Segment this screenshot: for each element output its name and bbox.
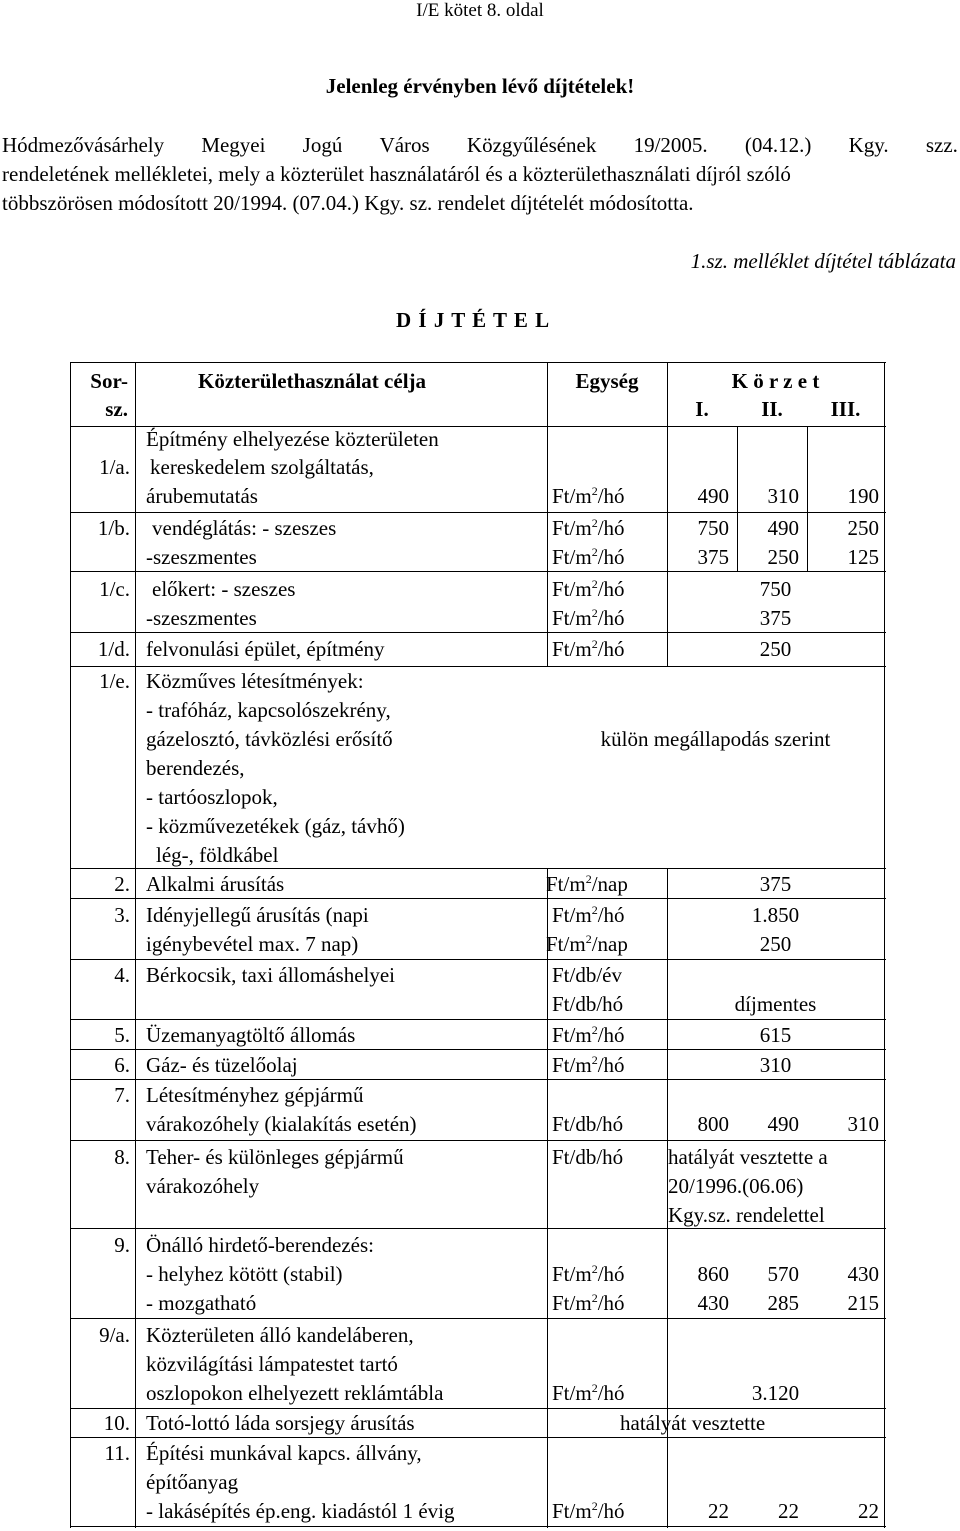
row-label: várakozóhely [146, 1174, 260, 1198]
value-district-2: 285 [767, 1291, 799, 1315]
row-note: külön megállapodás szerint [600, 727, 831, 751]
value-all-districts: 310 [759, 1053, 792, 1077]
row-number: 2. [114, 872, 130, 896]
intro-word: Kgy. [848, 133, 889, 157]
row-label: Üzemanyagtöltő állomás [146, 1023, 356, 1047]
unit-cell: $Ft/m^2/hó$ [552, 545, 625, 569]
row-number: 11. [104, 1441, 130, 1465]
page-label: I/E kötet 8. oldal [416, 0, 544, 21]
table-border-right [884, 362, 885, 1528]
intro-paragraph [2, 131, 958, 218]
value-all-districts: 1.850 [751, 903, 800, 927]
value-all-districts: díjmentes [734, 992, 817, 1016]
row-number: 7. [114, 1083, 130, 1107]
row-label: - közművezetékek (gáz, távhő) [146, 814, 405, 838]
row-label: gázelosztó, távközlési erősítő [146, 727, 393, 751]
row-label: - lakásépítés ép.eng. kiadástól 1 évig [146, 1499, 455, 1523]
value-all-districts: 250 [759, 932, 792, 956]
unit-cell: $Ft/m^2/hó$ [552, 577, 625, 601]
unit-cell: Ft/db/év [552, 963, 623, 987]
value-district-1: 750 [697, 516, 729, 540]
row-label: Közműves létesítmények: [146, 669, 364, 693]
header-sz: sz. [105, 397, 128, 421]
row-label: - helyhez kötött (stabil) [146, 1262, 343, 1286]
row-number: 8. [114, 1145, 130, 1169]
value-all-districts: 3.120 [751, 1381, 800, 1405]
header-district: K ö r z e t [731, 369, 820, 393]
intro-word: (04.12.) [744, 133, 812, 157]
col-divider-unit [547, 362, 548, 666]
row-label: -szeszmentes [146, 545, 257, 569]
value-district-1: 375 [697, 545, 729, 569]
unit-cell: $Ft/m^2/hó$ [552, 484, 625, 508]
intro-word: Közgyűlésének [466, 133, 597, 157]
row-label: Építési munkával kapcs. állvány, [146, 1441, 422, 1465]
row-label: oszlopokon elhelyezett reklámtábla [146, 1381, 444, 1405]
value-district-1: 800 [697, 1112, 729, 1136]
row-label: Alkalmi árusítás [146, 872, 285, 896]
header-district-2: II. [761, 397, 783, 421]
unit-cell: $Ft/m^2/hó$ [552, 1381, 625, 1405]
section-title: D Í J T É T E L [396, 308, 551, 332]
row-number: 9. [114, 1233, 130, 1257]
row-label: igénybevétel max. 7 nap) [146, 932, 359, 956]
value-district-3: 250 [847, 516, 879, 540]
row-label: Totó-lottó láda sorsjegy árusítás [146, 1411, 415, 1435]
row-number: 1/d. [97, 637, 130, 661]
table-border-top [70, 362, 886, 363]
row-number: 1/b. [97, 516, 130, 540]
row-number: 9/a. [99, 1323, 130, 1347]
row-number: 3. [114, 903, 130, 927]
unit-cell: $Ft/m^2/hó$ [552, 637, 625, 661]
unit-cell: $Ft/m^2/hó$ [552, 1053, 625, 1077]
unit-cell: Ft/db/hó [552, 992, 624, 1016]
row-label: Teher- és különleges gépjármű [146, 1145, 404, 1169]
intro-word: szz. [925, 133, 958, 157]
value-all-districts: 375 [759, 872, 792, 896]
row-number: 10. [103, 1411, 130, 1435]
unit-cell: $Ft/m^2/hó$ [552, 516, 625, 540]
col-divider-unit-lower [547, 868, 548, 1528]
unit-cell: $Ft/m^2/hó$ [552, 1023, 625, 1047]
value-district-1: 430 [697, 1291, 729, 1315]
value-all-districts: 750 [759, 577, 792, 601]
header-unit: Egység [575, 369, 639, 393]
row-note: hatályát vesztette [620, 1411, 766, 1435]
row-number: 4. [114, 963, 130, 987]
unit-cell: $Ft/m^2$/nap [546, 932, 628, 956]
row-label: -szeszmentes [146, 606, 257, 630]
unit-cell: Ft/db/hó [552, 1112, 624, 1136]
unit-cell: Ft/db/hó [552, 1145, 624, 1169]
row-label: kereskedelem szolgáltatás, [150, 455, 374, 479]
row-number: 1/c. [99, 577, 130, 601]
value-district-2: 250 [767, 545, 799, 569]
intro-line-1 [2, 131, 958, 160]
value-all-districts: 250 [759, 637, 792, 661]
value-district-1: 860 [697, 1262, 729, 1286]
row-label: Létesítményhez gépjármű [146, 1083, 364, 1107]
row-label: építőanyag [146, 1470, 239, 1494]
value-district-2: 490 [767, 516, 799, 540]
row-label: Építmény elhelyezése közterületen [146, 427, 439, 451]
unit-cell: $Ft/m^2/hó$ [552, 1291, 625, 1315]
intro-word: Város [379, 133, 430, 157]
value-district-2: 22 [778, 1499, 799, 1523]
value-district-3: 22 [858, 1499, 879, 1523]
value-district-2: 310 [767, 484, 799, 508]
page-title: Jelenleg érvényben lévő díjtételek! [325, 74, 635, 98]
unit-cell: $Ft/m^2$/nap [546, 872, 628, 896]
row-note: hatályát vesztette a [668, 1145, 828, 1169]
annex-label: 1.sz. melléklet díjtétel táblázata [690, 249, 956, 273]
header-purpose: Közterülethasználat célja [198, 369, 427, 393]
intro-line-3: többszörösen módosított 20/1994. (07.04.) Kgy. sz. rendelet díjtételét módosította. [2, 191, 694, 215]
row-label: Bérkocsik, taxi állomáshelyei [146, 963, 396, 987]
fee-table [70, 362, 886, 1528]
row-label: - tartóoszlopok, [146, 785, 278, 809]
value-all-districts: 375 [759, 606, 792, 630]
intro-word: 19/2005. [633, 133, 708, 157]
row-divider [70, 1318, 886, 1319]
row-number: 1/a. [99, 455, 130, 479]
row-number: 1/e. [99, 669, 130, 693]
row-label: Idényjellegű árusítás (napi [146, 903, 369, 927]
row-note: 20/1996.(06.06) [668, 1174, 804, 1198]
row-label: berendezés, [146, 756, 245, 780]
header-sor: Sor- [90, 369, 128, 393]
row-label: Önálló hirdető-berendezés: [146, 1233, 374, 1257]
header-district-1: I. [695, 397, 709, 421]
row-divider [70, 1140, 886, 1141]
value-all-districts: 615 [759, 1023, 792, 1047]
value-district-3: 310 [847, 1112, 879, 1136]
row-label: előkert: - szeszes [152, 577, 296, 601]
row-label: - trafóház, kapcsolószekrény, [146, 698, 391, 722]
row-label: közvilágítási lámpatestet tartó [146, 1352, 398, 1376]
row-number: 6. [114, 1053, 130, 1077]
row-label: Közterületen álló kandeláberen, [146, 1323, 414, 1347]
value-district-3: 215 [847, 1291, 879, 1315]
header-district-3: III. [830, 397, 861, 421]
table-border-bottom [70, 1526, 886, 1527]
row-label: árubemutatás [146, 484, 258, 508]
unit-cell: $Ft/m^2/hó$ [552, 903, 625, 927]
row-label: Gáz- és tüzelőolaj [146, 1053, 298, 1077]
row-label: felvonulási épület, építmény [146, 637, 385, 661]
intro-line-2: rendeletének mellékletei, mely a közterület használatáról és a közterülethasználati díjról szóló [2, 162, 791, 186]
row-number: 5. [114, 1023, 130, 1047]
intro-word: Megyei [201, 133, 266, 157]
row-note: Kgy.sz. rendelettel [668, 1203, 825, 1227]
row-label: vendéglátás: - szeszes [152, 516, 337, 540]
row-label: lég-, földkábel [156, 843, 279, 867]
value-district-3: 430 [847, 1262, 879, 1286]
value-district-2: 490 [767, 1112, 799, 1136]
unit-cell: $Ft/m^2/hó$ [552, 1262, 625, 1286]
unit-cell: $Ft/m^2/hó$ [552, 1499, 625, 1523]
value-district-3: 125 [847, 545, 879, 569]
unit-cell: $Ft/m^2/hó$ [552, 606, 625, 630]
value-district-1: 22 [708, 1499, 729, 1523]
intro-word: Jogú [302, 133, 343, 157]
col-divider-no [135, 362, 136, 1528]
value-district-1: 490 [697, 484, 729, 508]
value-district-3: 190 [847, 484, 879, 508]
value-district-2: 570 [767, 1262, 799, 1286]
row-label: - mozgatható [146, 1291, 257, 1315]
intro-word: Hódmezővásárhely [2, 133, 165, 157]
row-label: várakozóhely (kialakítás esetén) [146, 1112, 417, 1136]
